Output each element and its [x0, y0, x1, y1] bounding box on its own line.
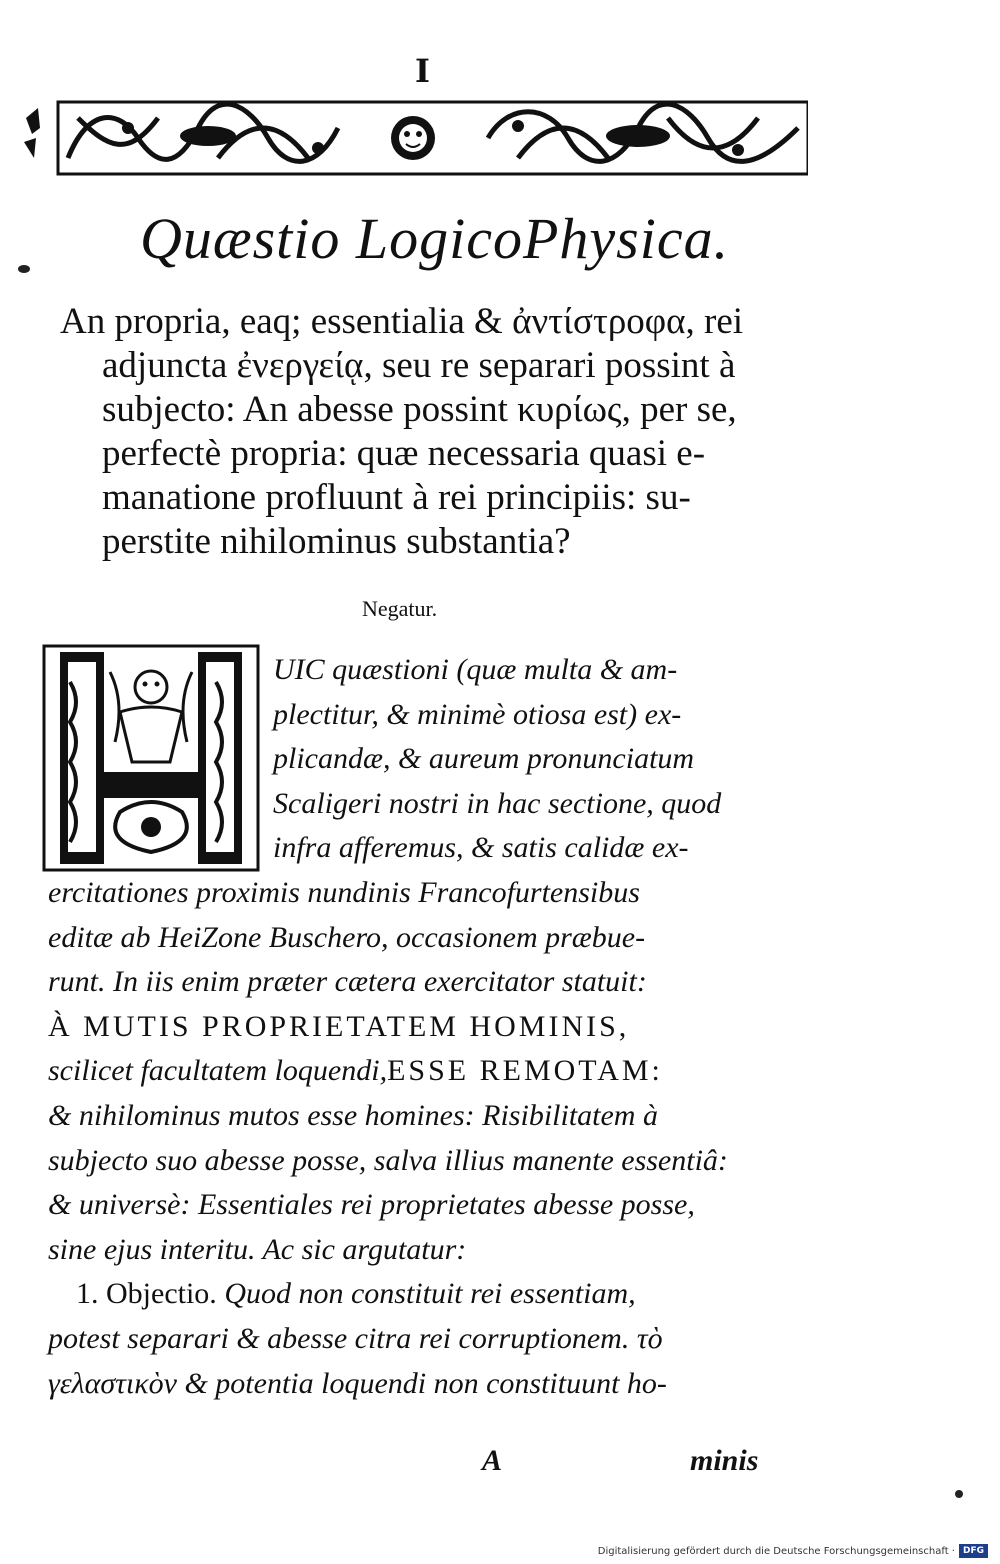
question-line: subjecto: An abesse possint κυρίως, per se, — [102, 389, 737, 430]
body-line: ercitationes proximis nundinis Francofurtensibus — [48, 875, 640, 909]
caps-line: À MUTIS PROPRIETATEM HOMINIS, — [48, 1009, 630, 1043]
question-paragraph — [60, 300, 800, 564]
negatur-heading: Negatur. — [362, 596, 438, 621]
footer-text: Digitalisierung gefördert durch die Deutsche Forschungsgemeinschaft · — [597, 1545, 955, 1557]
question-line: perfectè propria: quæ necessaria quasi e- — [102, 433, 706, 474]
objection-line — [48, 1272, 798, 1317]
ink-speck — [18, 265, 30, 273]
body-line: runt. In iis enim præter cætera exercitator statuit: — [48, 965, 647, 999]
body-line: editæ ab HeiZone Buschero, occasionem præbue- — [48, 920, 646, 954]
objection-text: Quod non constituit rei essentiam, — [224, 1277, 636, 1311]
body-line: & nihilominus mutos esse homines: Risibilitatem à — [48, 1098, 658, 1132]
question-line: adjuncta ἐνεργείᾳ, seu re separari possint à — [102, 345, 736, 386]
caps-phrase: ESSE REMOTAM: — [387, 1054, 663, 1088]
page-title: Quæstio LogicoPhysica. — [140, 206, 730, 271]
decorative-ornament-band — [18, 98, 808, 178]
catchword: minis — [690, 1444, 759, 1477]
signature-mark: A — [482, 1444, 503, 1477]
body-line: γελαστικὸν & potentia loquendi non constituunt ho- — [48, 1366, 667, 1400]
body-line: plectitur, & minimè otiosa est) ex- — [273, 697, 682, 731]
objection-label: 1. Objectio. — [76, 1277, 217, 1311]
dfg-logo: DFG — [959, 1544, 988, 1558]
page-number: I — [415, 52, 430, 90]
body-line — [48, 1049, 798, 1094]
body-line: infra afferemus, & satis calidæ ex- — [273, 831, 689, 865]
question-line: manatione profluunt à rei principiis: su- — [102, 477, 691, 518]
body-line: & universè: Essentiales rei proprietates abesse posse, — [48, 1188, 695, 1222]
body-line: Scaligeri nostri in hac sectione, quod — [273, 786, 722, 820]
body-line: UIC quæstioni (quæ multa & am- — [273, 653, 678, 686]
body-line: plicandæ, & aureum pronunciatum — [273, 742, 695, 776]
body-line: potest separari & abesse citra rei corruptionem. τὸ — [48, 1321, 663, 1355]
body-text — [48, 648, 798, 1406]
question-line: An propria, eaq; essentialia & ἀντίστροφα, rei — [60, 301, 744, 342]
body-line-part: scilicet facultatem loquendi, — [48, 1054, 388, 1088]
ink-speck — [955, 1490, 963, 1498]
body-line: sine ejus interitu. Ac sic argutatur: — [48, 1232, 467, 1266]
body-line: subjecto suo abesse posse, salva illius manente essentiâ: — [48, 1143, 728, 1177]
digitization-footer — [598, 1544, 988, 1558]
question-line: perstite nihilominus substantia? — [102, 521, 571, 562]
